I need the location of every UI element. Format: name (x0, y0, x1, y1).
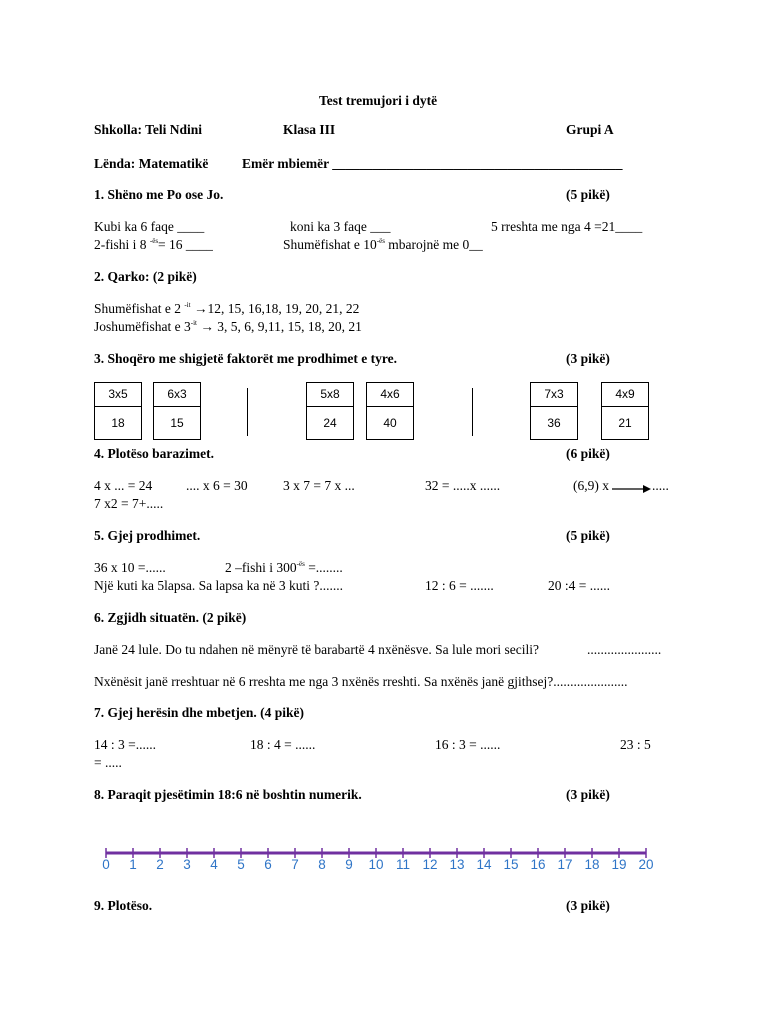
box-divider-2 (472, 388, 473, 436)
q1-item-multiples[interactable] (283, 237, 483, 253)
factor-box-1-product: 18 (111, 416, 125, 430)
factor-box-2[interactable] (153, 382, 201, 440)
q5-product-2[interactable] (225, 560, 343, 576)
q7-title: 7. Gjej herësin dhe mbetjen. (4 pikë) (94, 705, 304, 720)
q1-item-cube[interactable]: Kubi ka 6 faqe ____ (94, 219, 205, 234)
factor-box-5-factors: 7x3 (531, 383, 577, 407)
number-line-label: 19 (611, 857, 627, 872)
q2-line2-numbers: → 3, 5, 6, 9,11, 15, 18, 20, 21 (196, 319, 362, 334)
name-field[interactable]: Emër mbiemër ___________________________________________ (242, 156, 623, 171)
subject-label: Lënda: Matematikë (94, 156, 209, 171)
q5-division-2[interactable]: 20 :4 = ...... (548, 578, 610, 593)
q9-points: (3 pikë) (566, 898, 610, 913)
number-line-label: 20 (638, 857, 654, 872)
q5-product-2-text: 2 –fishi i 300 (225, 560, 297, 575)
q8-title: 8. Paraqit pjesëtimin 18:6 në boshtin numerik. (94, 787, 362, 802)
number-line-label: 12 (422, 857, 438, 872)
factor-box-5-product: 36 (547, 416, 561, 430)
number-line-label: 11 (395, 857, 410, 872)
number-line-label: 14 (476, 857, 492, 872)
q7-division-2[interactable]: 18 : 4 = ...... (250, 737, 316, 752)
number-line-label: 7 (291, 857, 299, 872)
q4-equation-3[interactable]: 3 x 7 = 7 x ... (283, 478, 355, 493)
number-line-label: 5 (237, 857, 245, 872)
factor-box-2-product: 15 (170, 416, 184, 430)
factor-box-3-product: 24 (323, 416, 337, 430)
q6-answer-1[interactable]: ...................... (587, 642, 662, 657)
factor-box-4-product: 40 (383, 416, 397, 430)
q4-equation-2[interactable]: .... x 6 = 30 (186, 478, 248, 493)
number-line-label: 2 (156, 857, 164, 872)
q2-line1-text: Shumëfishat e 2 (94, 301, 185, 316)
q1-item-multiples-answer: mbarojnë me 0__ (384, 237, 483, 252)
q7-division-3[interactable]: 16 : 3 = ...... (435, 737, 501, 752)
class-label: Klasa III (283, 122, 336, 137)
q1-points: (5 pikë) (566, 187, 610, 202)
q2-line1-numbers: →12, 15, 16,18, 19, 20, 21, 22 (190, 301, 360, 316)
q2-line2-text: Joshumëfishat e 3 (94, 319, 191, 334)
number-line-label: 6 (264, 857, 272, 872)
q5-title: 5. Gjej prodhimet. (94, 528, 201, 543)
factor-box-6-factors: 4x9 (602, 383, 648, 407)
q1-item-double-text: 2-fishi i 8 (94, 237, 150, 252)
factor-box-1-factors: 3x5 (95, 383, 141, 407)
factor-box-3-factors: 5x8 (307, 383, 353, 407)
q3-points: (3 pikë) (566, 351, 610, 366)
q6-title: 6. Zgjidh situatën. (2 pikë) (94, 610, 247, 625)
q1-item-multiples-sup: -ës (376, 237, 385, 245)
factor-box-4[interactable] (366, 382, 414, 440)
factor-box-2-factors: 6x3 (154, 383, 200, 407)
box-divider-1 (247, 388, 248, 436)
q7-division-1[interactable]: 14 : 3 =...... (94, 737, 156, 752)
q4-title: 4. Plotëso barazimet. (94, 446, 214, 461)
number-line-label: 3 (183, 857, 191, 872)
q1-item-double-sup: -ës (149, 237, 159, 245)
factor-box-1[interactable] (94, 382, 142, 440)
q5-product-2-sup: -ës (296, 560, 305, 568)
q5-points: (5 pikë) (566, 528, 610, 543)
q9-title: 9. Plotëso. (94, 898, 153, 913)
q1-item-cone[interactable]: koni ka 3 faqe ___ (290, 219, 391, 234)
number-line-label: 4 (210, 857, 218, 872)
q2-line-multiples[interactable] (94, 301, 359, 317)
number-line-label: 1 (129, 857, 137, 872)
q1-item-double-answer: = 16 ____ (158, 237, 213, 252)
q5-product-2-answer: =........ (304, 560, 343, 575)
number-line-label: 18 (584, 857, 600, 872)
number-line-label: 8 (318, 857, 326, 872)
q2-line1-sup: -it (184, 301, 191, 309)
number-line-label: 17 (557, 857, 573, 872)
number-line-label: 9 (345, 857, 353, 872)
q6-situation-1: Janë 24 lule. Do tu ndahen në mënyrë të barabartë 4 nxënësve. Sa lule mori secili? (94, 642, 539, 657)
q1-item-multiples-text: Shumëfishat e 10 (283, 237, 377, 252)
q7-division-4-answer[interactable]: = ..... (94, 755, 122, 770)
q6-situation-2[interactable]: Nxënësit janë rreshtuar në 6 rreshta me nga 3 nxënës rreshti. Sa nxënës janë gjithsej?...................... (94, 674, 628, 689)
q3-title: 3. Shoqëro me shigjetë faktorët me prodhimet e tyre. (94, 351, 397, 366)
q2-title: 2. Qarko: (2 pikë) (94, 269, 197, 284)
q4-equation-5[interactable]: (6,9) x (573, 478, 609, 493)
number-line-label: 0 (102, 857, 110, 872)
number-line-label: 15 (503, 857, 519, 872)
q1-item-double[interactable] (94, 237, 213, 253)
number-line-label: 13 (449, 857, 465, 872)
factor-box-4-factors: 4x6 (367, 383, 413, 407)
q4-equation-6[interactable]: 7 x2 = 7+..... (94, 496, 164, 511)
q4-equation-5-answer[interactable]: ..... (652, 478, 669, 493)
number-line-label: 16 (530, 857, 546, 872)
q7-division-4[interactable]: 23 : 5 (620, 737, 651, 752)
q2-line2-sup: -it (190, 319, 197, 327)
q5-product-1[interactable]: 36 x 10 =...... (94, 560, 166, 575)
factor-box-6-product: 21 (618, 416, 632, 430)
q4-equation-1[interactable]: 4 x ... = 24 (94, 478, 153, 493)
q2-line-non-multiples[interactable] (94, 319, 362, 335)
q1-item-rows[interactable]: 5 rreshta me nga 4 =21____ (491, 219, 643, 234)
school-label: Shkolla: Teli Ndini (94, 122, 203, 137)
number-line-label: 10 (368, 857, 384, 872)
page-title: Test tremujori i dytë (319, 93, 438, 108)
arrow-right-icon (612, 483, 652, 495)
q1-title: 1. Shëno me Po ose Jo. (94, 187, 224, 202)
group-label: Grupi A (566, 122, 614, 137)
q4-equation-4[interactable]: 32 = .....x ...... (425, 478, 501, 493)
factor-box-3[interactable] (306, 382, 354, 440)
q8-points: (3 pikë) (566, 787, 610, 802)
q5-division-1[interactable]: 12 : 6 = ....... (425, 578, 494, 593)
q5-word-problem[interactable]: Një kuti ka 5lapsa. Sa lapsa ka në 3 kuti ?....... (94, 578, 343, 593)
factor-box-5[interactable] (530, 382, 578, 440)
q4-points: (6 pikë) (566, 446, 610, 461)
factor-box-6[interactable] (601, 382, 649, 440)
